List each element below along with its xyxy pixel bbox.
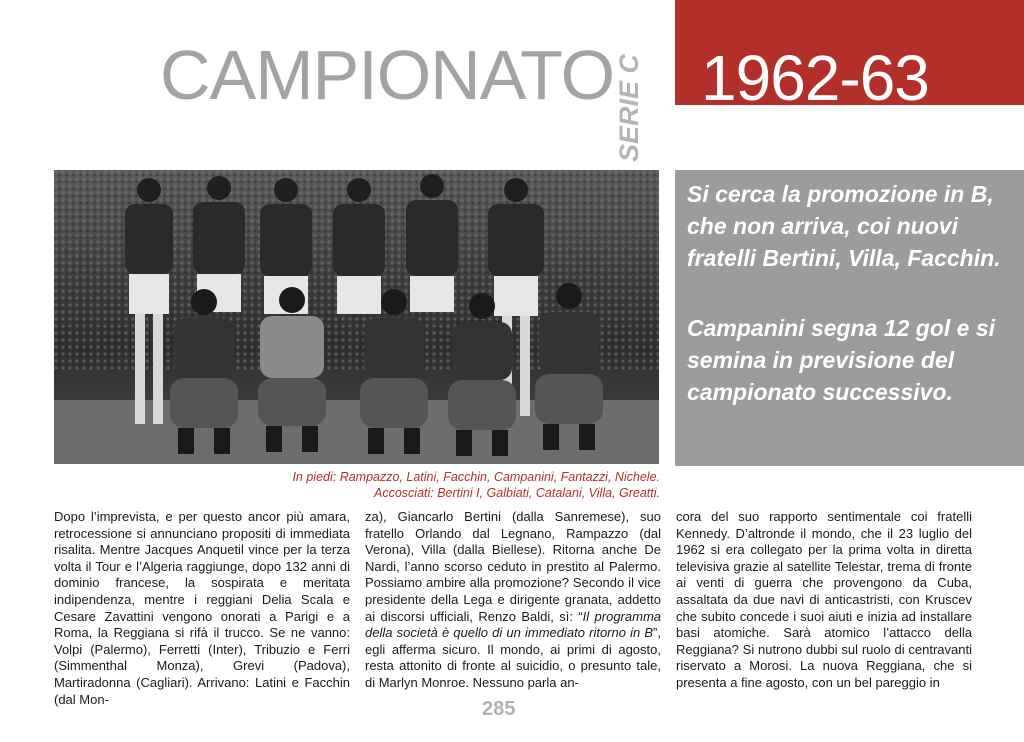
caption-line-crouching: Accosciati: Bertini I, Galbiati, Catalani, Villa, Greatti. bbox=[374, 485, 660, 500]
summary-box bbox=[675, 170, 1024, 466]
article-quote: Il programma della società è quello di un immediato ritorno in B bbox=[365, 608, 662, 641]
article-column-2 bbox=[365, 509, 661, 692]
series-label: SERIE C bbox=[614, 53, 644, 162]
caption-line-standing: In piedi: Rampazzo, Latini, Facchin, Campanini, Fantazzi, Nichele. bbox=[292, 470, 660, 484]
summary-paragraph-2: Campanini segna 12 gol e si semina in previsione del campionato successivo. bbox=[687, 315, 996, 405]
article-text-col2 bbox=[365, 509, 661, 692]
summary-paragraph-1: Si cerca la promozione in B, che non arriva, coi nuovi fratelli Bertini, Villa, Facchin. bbox=[687, 181, 1001, 271]
article-text-col1: Dopo l’imprevista, e per questo ancor più amara, retrocessione si annunciano propositi di immediata risalita. Mentre Jacques Anquetil vince per la terza volta il Tour e l’Algeria raggiunge, dopo 132 anni di dominio francese, la sospirata e meritata indipendenza, mentre i reggiani Delia Scala e Cesare Zavattini vengono onorati a Parigi e a Roma, la Reggiana si rifà il trucco. Se ne vanno: Volpi (Palermo), Ferretti (Inter), Tribuzio e Ferri (Simmenthal Monza), Grevi (Padova), Martiradonna (Cagliari). Arrivano: Latini e Facchin (dal Mon- bbox=[54, 509, 350, 707]
photo-caption bbox=[54, 470, 660, 501]
article-column-3 bbox=[676, 509, 972, 692]
page-title: CAMPIONATO bbox=[160, 36, 615, 114]
article-text-col3: cora del suo rapporto sentimentale coi fratelli Kennedy. D’altronde il mondo, che il 23 luglio del 1962 si era collegato per la prima volta in diretta televisiva grazie al satellite Telestar, trema di fronte ai venti di guerra che provengono da Cuba, assaltata da due navi di anticastristi, con Kruscev che subito concede i suoi aiuti e inizia ad installare basi atomiche. Sarà atomico l’attacco della Reggiana? Si nutrono dubbi sul ruolo di centravanti riservato a Morosi. La nuova Reggiana, che si presenta a fine agosto, con un bel pareggio in bbox=[676, 509, 972, 690]
article-text-col2-b: ”, egli afferma sicuro. Il mondo, ai primi di agosto, resta attonito di fronte al suicidio, o presunto tale, di Marlyn Monroe. Nessuno parla an- bbox=[365, 625, 661, 690]
article-text-col2-a: za), Giancarlo Bertini (dalla Sanremese), suo fratello Orlando dal Legnano, Rampazzo (dal Verona), Villa (dalla Biellese). Ritorna anche De Nardi, l’anno scorso ceduto in prestito al Palermo. Possiamo ambire alla promozione? Secondo il vice presidente della Lega e dirigente granata, addetto ai discorsi ufficiali, Renzo Baldi, sì: “ bbox=[365, 509, 661, 624]
page-number: 285 bbox=[482, 698, 516, 720]
team-photo bbox=[54, 170, 659, 464]
season-banner bbox=[675, 0, 1024, 114]
article-column-1 bbox=[54, 509, 350, 708]
season-year: 1962-63 bbox=[701, 42, 929, 114]
